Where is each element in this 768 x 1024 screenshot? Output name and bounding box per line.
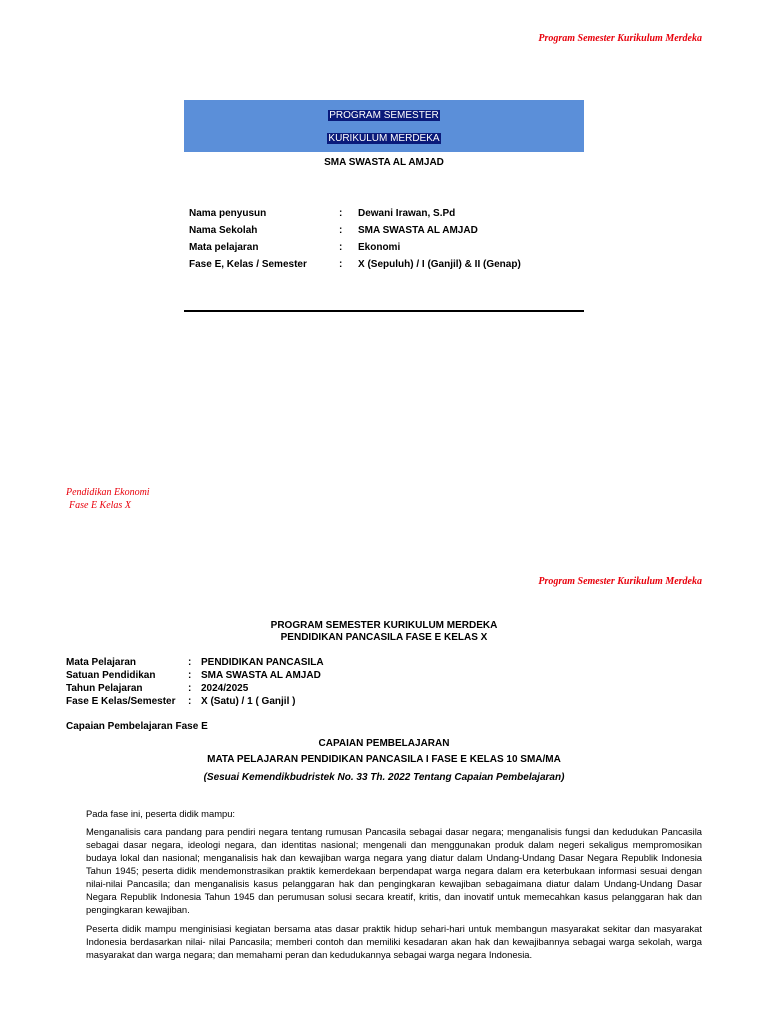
divider-line [184, 310, 584, 312]
banner-title-line1: PROGRAM SEMESTER [329, 110, 439, 121]
info-value: X (Sepuluh) / I (Ganjil) & II (Genap) [358, 259, 521, 270]
info-value: X (Satu) / 1 ( Ganjil ) [201, 696, 296, 707]
section-label: Capaian Pembelajaran Fase E [66, 721, 208, 732]
page-footer-line1: Pendidikan Ekonomi [66, 487, 150, 498]
page-footer-line2: Fase E Kelas X [69, 500, 131, 511]
info-label: Tahun Pelajaran [66, 683, 143, 694]
info-label: Nama Sekolah [189, 225, 258, 236]
info-value: SMA SWASTA AL AMJAD [358, 225, 478, 236]
info-separator: : [188, 683, 192, 694]
info-label: Mata Pelajaran [66, 657, 137, 668]
info-separator: : [188, 670, 192, 681]
cp-intro: Pada fase ini, peserta didik mampu: [86, 808, 236, 819]
info-separator: : [339, 242, 343, 253]
info-label: Satuan Pendidikan [66, 670, 156, 681]
cp-paragraph-1: Menganalisis cara pandang para pendiri negara tentang rumusan Pancasila sebagai dasar negara; menganalisis fungsi dan kedudukan Pancasila sebagai dasar negara, ideologi negara, dan identitas nasional; mengenali dan menggunakan produk dalam negeri sekaligus mempromosikan budaya lokal dan nasional; menganalisis hak dan kewajiban warga negara yang diatur dalam Undang-Undang Dasar Negara Republik Indonesia Tahun 1945; peserta didik mendemonstrasikan praktik kemerdekaan berpendapat warga negara dalam era keterbukaan informasi sesuai dengan nilai-nilai Pancasila; dan menganalisis kasus pelanggaran hak dan pengingkaran kewajiban sebagaimana diatur dalam Undang-Undang Dasar Negara Republik Indonesia Tahun 1945 dan perumusan solusi secara kreatif, kritis, dan inovatif untuk memecahkan kasus pelanggaran hak dan pengingkaran kewajiban. [86, 826, 702, 915]
cp-paragraph-2: Peserta didik mampu menginisiasi kegiatan bersama atas dasar praktik hidup sehari-hari untuk membangun masyarakat sekitar dan masyarakat Indonesia berdasarkan nilai- nilai Pancasila; memberi contoh dan memiliki kesadaran akan hak dan kewajibannya sebagai warga sekolah, warga masyarakat dan warga negara; dan memahami peran dan kedudukannya sebagai warga negara Indonesia. [86, 923, 702, 960]
info-label: Fase E, Kelas / Semester [189, 259, 307, 270]
info-separator: : [339, 208, 343, 219]
info-label: Nama penyusun [189, 208, 267, 219]
page-header-note: Program Semester Kurikulum Merdeka [538, 33, 702, 44]
info-label: Fase E Kelas/Semester [66, 696, 176, 707]
school-name: SMA SWASTA AL AMJAD [324, 157, 444, 168]
cp-reference: (Sesuai Kemendikbudristek No. 33 Th. 2022 Tentang Capaian Pembelajaran) [203, 772, 565, 783]
info-separator: : [339, 225, 343, 236]
banner-title-line2: KURIKULUM MERDEKA [328, 133, 440, 144]
info-separator: : [188, 696, 192, 707]
info-separator: : [188, 657, 192, 668]
page2-header-note: Program Semester Kurikulum Merdeka [538, 576, 702, 587]
info-value: PENDIDIKAN PANCASILA [201, 657, 324, 668]
info-separator: : [339, 259, 343, 270]
info-label: Mata pelajaran [189, 242, 259, 253]
cp-title: CAPAIAN PEMBELAJARAN [318, 738, 450, 749]
info-value: Dewani Irawan, S.Pd [358, 208, 456, 219]
info-value: 2024/2025 [201, 683, 249, 694]
info-value: Ekonomi [358, 242, 401, 253]
title-banner [184, 100, 584, 152]
doc-title-line1: PROGRAM SEMESTER KURIKULUM MERDEKA [270, 620, 498, 631]
cp-subtitle: MATA PELAJARAN PENDIDIKAN PANCASILA I FASE E KELAS 10 SMA/MA [207, 754, 561, 765]
info-value: SMA SWASTA AL AMJAD [201, 670, 321, 681]
doc-title-line2: PENDIDIKAN PANCASILA FASE E KELAS X [280, 632, 488, 643]
